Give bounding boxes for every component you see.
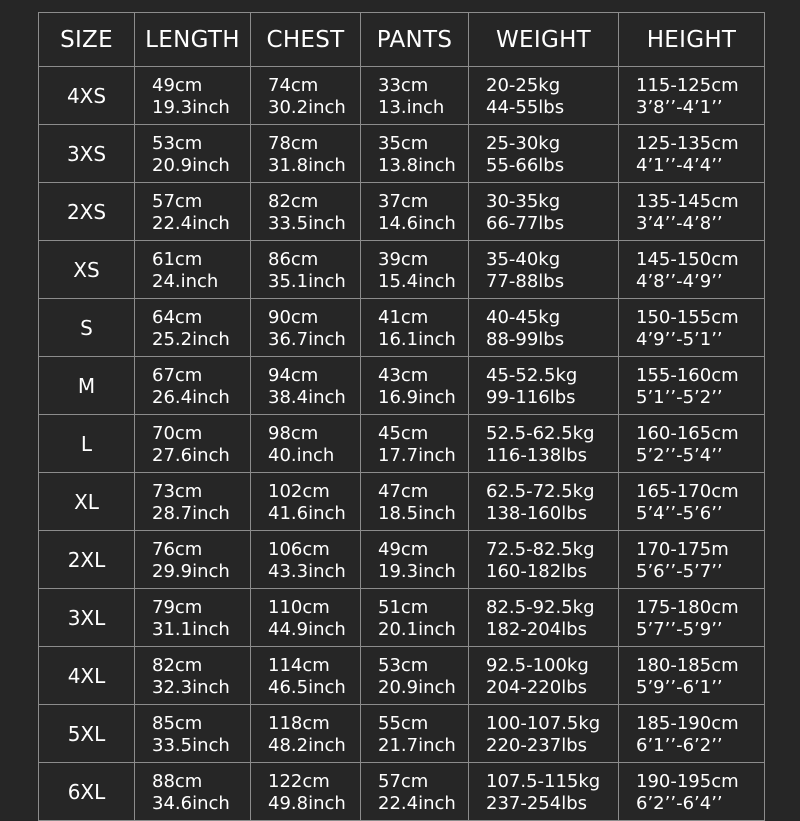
pants-metric-value: 57cm (378, 770, 429, 792)
weight-cell (469, 589, 619, 647)
chest-cell (251, 647, 361, 705)
chest-cell (251, 241, 361, 299)
weight-metric-value: 40-45kg (486, 306, 561, 328)
weight-cell (469, 415, 619, 473)
pants-imperial-value: 20.9inch (378, 676, 456, 698)
length-metric-value: 73cm (152, 480, 203, 502)
length-cell (135, 415, 251, 473)
height-cell (619, 299, 765, 357)
chest-metric-value: 122cm (268, 770, 330, 792)
chest-metric-value: 74cm (268, 74, 319, 96)
pants-metric-value: 39cm (378, 248, 429, 270)
size-rows (39, 67, 765, 821)
pants-imperial-value: 16.9inch (378, 386, 456, 408)
pants-cell (361, 183, 469, 241)
chest-imperial-value: 35.1inch (268, 270, 346, 292)
chest-metric-value: 82cm (268, 190, 319, 212)
pants-cell (361, 125, 469, 183)
length-imperial-value: 32.3inch (152, 676, 230, 698)
weight-metric-value: 100-107.5kg (486, 712, 601, 734)
size-cell: 6XL (39, 763, 135, 821)
weight-cell (469, 705, 619, 763)
length-imperial-value: 20.9inch (152, 154, 230, 176)
height-metric-value: 185-190cm (636, 712, 739, 734)
pants-metric-value: 51cm (378, 596, 429, 618)
length-cell (135, 473, 251, 531)
table-row (39, 531, 765, 589)
height-imperial-value: 5’9’’-6’1’’ (636, 676, 723, 698)
height-cell (619, 473, 765, 531)
size-cell: XL (39, 473, 135, 531)
pants-cell (361, 415, 469, 473)
table-row (39, 125, 765, 183)
header-weight: WEIGHT (469, 13, 619, 67)
length-cell (135, 531, 251, 589)
chest-metric-value: 118cm (268, 712, 330, 734)
length-imperial-value: 28.7inch (152, 502, 230, 524)
height-cell (619, 531, 765, 589)
chest-cell (251, 357, 361, 415)
chest-cell (251, 705, 361, 763)
chest-cell (251, 125, 361, 183)
chest-imperial-value: 40.inch (268, 444, 335, 466)
height-imperial-value: 5’1’’-5’2’’ (636, 386, 723, 408)
length-cell (135, 589, 251, 647)
chest-metric-value: 114cm (268, 654, 330, 676)
table-row (39, 473, 765, 531)
height-imperial-value: 5’2’’-5’4’’ (636, 444, 723, 466)
weight-imperial-value: 99-116lbs (486, 386, 576, 408)
length-imperial-value: 27.6inch (152, 444, 230, 466)
size-cell: 4XS (39, 67, 135, 125)
length-metric-value: 64cm (152, 306, 203, 328)
pants-metric-value: 47cm (378, 480, 429, 502)
height-imperial-value: 6’1’’-6’2’’ (636, 734, 723, 756)
pants-imperial-value: 13.8inch (378, 154, 456, 176)
length-imperial-value: 33.5inch (152, 734, 230, 756)
length-metric-value: 67cm (152, 364, 203, 386)
size-chart-table (38, 12, 765, 821)
chest-imperial-value: 46.5inch (268, 676, 346, 698)
height-imperial-value: 4’1’’-4’4’’ (636, 154, 723, 176)
table-row (39, 763, 765, 821)
height-metric-value: 145-150cm (636, 248, 739, 270)
chest-cell (251, 473, 361, 531)
chest-imperial-value: 36.7inch (268, 328, 346, 350)
length-imperial-value: 25.2inch (152, 328, 230, 350)
weight-cell (469, 763, 619, 821)
height-cell (619, 589, 765, 647)
pants-imperial-value: 14.6inch (378, 212, 456, 234)
chest-metric-value: 94cm (268, 364, 319, 386)
length-metric-value: 61cm (152, 248, 203, 270)
height-metric-value: 115-125cm (636, 74, 739, 96)
length-cell (135, 183, 251, 241)
weight-imperial-value: 160-182lbs (486, 560, 588, 582)
weight-imperial-value: 55-66lbs (486, 154, 565, 176)
weight-cell (469, 299, 619, 357)
table-row (39, 241, 765, 299)
pants-cell (361, 357, 469, 415)
weight-metric-value: 72.5-82.5kg (486, 538, 595, 560)
chest-metric-value: 98cm (268, 422, 319, 444)
pants-imperial-value: 17.7inch (378, 444, 456, 466)
weight-imperial-value: 77-88lbs (486, 270, 565, 292)
pants-cell (361, 299, 469, 357)
length-imperial-value: 24.inch (152, 270, 219, 292)
size-cell: S (39, 299, 135, 357)
pants-metric-value: 35cm (378, 132, 429, 154)
table-row (39, 299, 765, 357)
weight-metric-value: 82.5-92.5kg (486, 596, 595, 618)
height-metric-value: 135-145cm (636, 190, 739, 212)
height-imperial-value: 5’6’’-5’7’’ (636, 560, 723, 582)
header-chest: CHEST (251, 13, 361, 67)
chest-metric-value: 90cm (268, 306, 319, 328)
pants-cell (361, 705, 469, 763)
height-cell (619, 357, 765, 415)
table-row (39, 589, 765, 647)
length-imperial-value: 31.1inch (152, 618, 230, 640)
weight-cell (469, 473, 619, 531)
weight-imperial-value: 66-77lbs (486, 212, 565, 234)
chest-imperial-value: 31.8inch (268, 154, 346, 176)
height-imperial-value: 4’8’’-4’9’’ (636, 270, 723, 292)
size-cell: 3XL (39, 589, 135, 647)
chest-metric-value: 106cm (268, 538, 330, 560)
length-cell (135, 763, 251, 821)
chest-imperial-value: 48.2inch (268, 734, 346, 756)
chest-cell (251, 183, 361, 241)
chest-cell (251, 67, 361, 125)
chest-imperial-value: 30.2inch (268, 96, 346, 118)
weight-cell (469, 531, 619, 589)
weight-metric-value: 35-40kg (486, 248, 561, 270)
chest-imperial-value: 38.4inch (268, 386, 346, 408)
pants-cell (361, 763, 469, 821)
length-metric-value: 85cm (152, 712, 203, 734)
chest-cell (251, 763, 361, 821)
pants-cell (361, 647, 469, 705)
length-imperial-value: 29.9inch (152, 560, 230, 582)
size-cell: 5XL (39, 705, 135, 763)
length-imperial-value: 34.6inch (152, 792, 230, 814)
chest-imperial-value: 33.5inch (268, 212, 346, 234)
header-height: HEIGHT (619, 13, 765, 67)
height-metric-value: 160-165cm (636, 422, 739, 444)
chest-cell (251, 415, 361, 473)
chest-cell (251, 589, 361, 647)
header-pants: PANTS (361, 13, 469, 67)
chest-metric-value: 102cm (268, 480, 330, 502)
weight-metric-value: 20-25kg (486, 74, 561, 96)
length-metric-value: 57cm (152, 190, 203, 212)
height-cell (619, 647, 765, 705)
header-row (39, 13, 765, 67)
weight-imperial-value: 182-204lbs (486, 618, 588, 640)
length-cell (135, 705, 251, 763)
pants-metric-value: 45cm (378, 422, 429, 444)
length-cell (135, 125, 251, 183)
pants-cell (361, 67, 469, 125)
height-metric-value: 170-175m (636, 538, 729, 560)
height-imperial-value: 5’4’’-5’6’’ (636, 502, 723, 524)
length-cell (135, 241, 251, 299)
chest-imperial-value: 43.3inch (268, 560, 346, 582)
height-cell (619, 125, 765, 183)
weight-metric-value: 25-30kg (486, 132, 561, 154)
height-metric-value: 155-160cm (636, 364, 739, 386)
height-imperial-value: 5’7’’-5’9’’ (636, 618, 723, 640)
pants-metric-value: 53cm (378, 654, 429, 676)
height-imperial-value: 3’4’’-4’8’’ (636, 212, 723, 234)
table-row (39, 183, 765, 241)
weight-metric-value: 62.5-72.5kg (486, 480, 595, 502)
pants-metric-value: 33cm (378, 74, 429, 96)
pants-metric-value: 37cm (378, 190, 429, 212)
size-cell: 3XS (39, 125, 135, 183)
height-metric-value: 150-155cm (636, 306, 739, 328)
length-cell (135, 647, 251, 705)
height-imperial-value: 3’8’’-4’1’’ (636, 96, 723, 118)
pants-imperial-value: 19.3inch (378, 560, 456, 582)
pants-imperial-value: 16.1inch (378, 328, 456, 350)
length-metric-value: 49cm (152, 74, 203, 96)
height-imperial-value: 4’9’’-5’1’’ (636, 328, 723, 350)
pants-cell (361, 589, 469, 647)
pants-metric-value: 41cm (378, 306, 429, 328)
length-imperial-value: 22.4inch (152, 212, 230, 234)
weight-cell (469, 183, 619, 241)
length-imperial-value: 19.3inch (152, 96, 230, 118)
height-metric-value: 180-185cm (636, 654, 739, 676)
weight-metric-value: 107.5-115kg (486, 770, 601, 792)
weight-cell (469, 241, 619, 299)
weight-metric-value: 45-52.5kg (486, 364, 578, 386)
size-cell: M (39, 357, 135, 415)
weight-imperial-value: 204-220lbs (486, 676, 588, 698)
size-cell: XS (39, 241, 135, 299)
height-cell (619, 183, 765, 241)
header-size: SIZE (39, 13, 135, 67)
header-length: LENGTH (135, 13, 251, 67)
height-cell (619, 67, 765, 125)
weight-metric-value: 30-35kg (486, 190, 561, 212)
length-metric-value: 70cm (152, 422, 203, 444)
length-metric-value: 82cm (152, 654, 203, 676)
pants-imperial-value: 20.1inch (378, 618, 456, 640)
pants-metric-value: 55cm (378, 712, 429, 734)
table-row (39, 415, 765, 473)
chest-imperial-value: 49.8inch (268, 792, 346, 814)
pants-imperial-value: 13.inch (378, 96, 445, 118)
table-row (39, 357, 765, 415)
weight-imperial-value: 44-55lbs (486, 96, 565, 118)
length-cell (135, 67, 251, 125)
size-cell: 2XS (39, 183, 135, 241)
pants-metric-value: 43cm (378, 364, 429, 386)
length-metric-value: 79cm (152, 596, 203, 618)
weight-metric-value: 52.5-62.5kg (486, 422, 595, 444)
weight-imperial-value: 116-138lbs (486, 444, 588, 466)
size-cell: 4XL (39, 647, 135, 705)
length-metric-value: 53cm (152, 132, 203, 154)
weight-imperial-value: 237-254lbs (486, 792, 588, 814)
chest-imperial-value: 44.9inch (268, 618, 346, 640)
size-cell: 2XL (39, 531, 135, 589)
height-metric-value: 190-195cm (636, 770, 739, 792)
weight-imperial-value: 220-237lbs (486, 734, 588, 756)
length-cell (135, 357, 251, 415)
height-cell (619, 763, 765, 821)
height-imperial-value: 6’2’’-6’4’’ (636, 792, 723, 814)
weight-metric-value: 92.5-100kg (486, 654, 589, 676)
chest-metric-value: 78cm (268, 132, 319, 154)
table-row (39, 705, 765, 763)
height-metric-value: 165-170cm (636, 480, 739, 502)
length-cell (135, 299, 251, 357)
chest-cell (251, 299, 361, 357)
pants-cell (361, 241, 469, 299)
weight-cell (469, 125, 619, 183)
length-metric-value: 76cm (152, 538, 203, 560)
chest-metric-value: 110cm (268, 596, 330, 618)
weight-cell (469, 357, 619, 415)
height-metric-value: 175-180cm (636, 596, 739, 618)
pants-imperial-value: 22.4inch (378, 792, 456, 814)
weight-imperial-value: 88-99lbs (486, 328, 565, 350)
weight-cell (469, 67, 619, 125)
pants-imperial-value: 18.5inch (378, 502, 456, 524)
pants-cell (361, 531, 469, 589)
length-imperial-value: 26.4inch (152, 386, 230, 408)
height-cell (619, 241, 765, 299)
pants-imperial-value: 21.7inch (378, 734, 456, 756)
weight-cell (469, 647, 619, 705)
pants-cell (361, 473, 469, 531)
table-row (39, 67, 765, 125)
table-row (39, 647, 765, 705)
length-metric-value: 88cm (152, 770, 203, 792)
chest-imperial-value: 41.6inch (268, 502, 346, 524)
chest-cell (251, 531, 361, 589)
height-cell (619, 415, 765, 473)
height-metric-value: 125-135cm (636, 132, 739, 154)
chest-metric-value: 86cm (268, 248, 319, 270)
weight-imperial-value: 138-160lbs (486, 502, 588, 524)
pants-imperial-value: 15.4inch (378, 270, 456, 292)
pants-metric-value: 49cm (378, 538, 429, 560)
height-cell (619, 705, 765, 763)
size-cell: L (39, 415, 135, 473)
